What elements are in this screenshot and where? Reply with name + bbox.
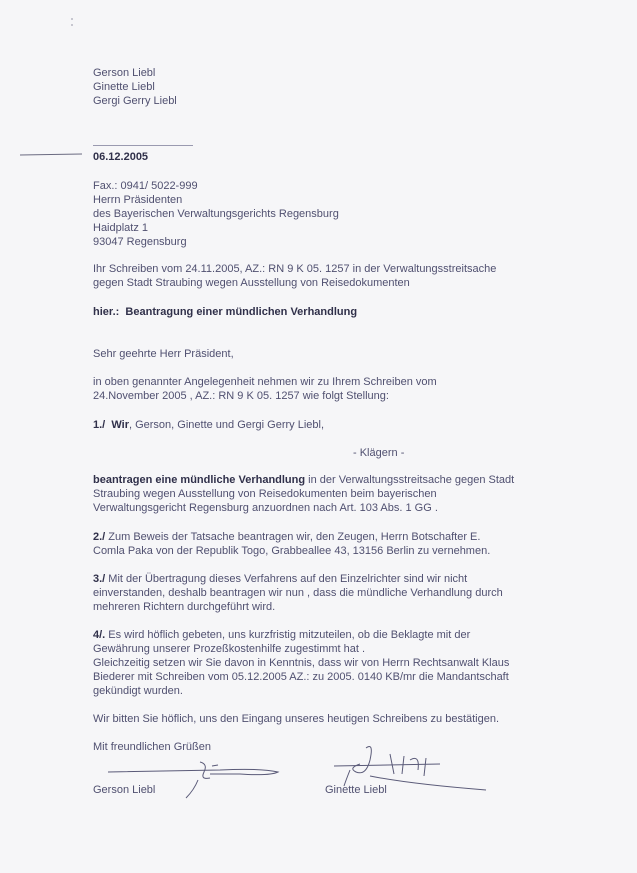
greeting: Mit freundlichen Grüßen [93,741,211,753]
sender-name: Gerson Liebl [93,67,156,79]
point-4-text: Es wird höflich gebeten, uns kurzfristig mitzuteilen, ob die Beklagte mit der [105,629,471,641]
signature-name: Ginette Liebl [325,784,387,796]
point-3-text: einverstanden, deshalb beantragen wir nun , dass die mündliche Verhandlung durch [93,587,503,599]
request-bold: beantragen eine mündliche Verhandlung [93,474,306,486]
request-line [93,473,514,487]
klaegern-label: - Klägern - [353,447,405,459]
point-4-text: Gleichzeitig setzen wir Sie davon in Kenntnis, dass wir von Herrn Rechtsanwalt Klaus [93,657,510,669]
request-text: in der Verwaltungsstreitsache gegen Stadt [305,474,515,486]
recipient-line: 93047 Regensburg [93,236,187,248]
point-number: 2./ [93,531,106,543]
salutation: Sehr geehrte Herr Präsident, [93,348,234,360]
point-2-text: Zum Beweis der Tatsache beantragen wir, den Zeugen, Herrn Botschafter E. [105,531,481,543]
point-number: 4/. [93,629,106,641]
point-1-bold: Wir [111,419,129,431]
reference-line: Ihr Schreiben vom 24.11.2005, AZ.: RN 9 K 05. 1257 in der Verwaltungsstreitsache [93,263,497,275]
recipient-fax: Fax.: 0941/ 5022-999 [93,180,198,192]
sender-name: Gergi Gerry Liebl [93,95,177,107]
scan-speck [71,24,73,26]
point-4 [93,628,470,642]
point-2 [93,530,480,544]
scan-speck [71,18,73,20]
header-rule [93,145,193,146]
closing-request: Wir bitten Sie höflich, uns den Eingang unseres heutigen Schreibens zu bestätigen. [93,713,500,725]
letter-date: 06.12.2005 [93,151,149,163]
point-3-text: Mit der Übertragung dieses Verfahrens auf den Einzelrichter sind wir nicht [105,573,468,585]
point-4-text: gekündigt wurden. [93,685,183,697]
recipient-line: Herrn Präsidenten [93,194,183,206]
intro-line: in oben genannter Angelegenheit nehmen wir zu Ihrem Schreiben vom [93,376,437,388]
point-2-text: Comla Paka von der Republik Togo, Grabbeallee 43, 13156 Berlin zu vernehmen. [93,545,491,557]
point-3-text: mehreren Richtern durchgeführt wird. [93,601,276,613]
sender-name: Ginette Liebl [93,81,155,93]
request-line: Verwaltungsgericht Regensburg anzuordnen nach Art. 103 Abs. 1 GG . [93,502,438,514]
subject-line [93,305,357,319]
request-line: Straubing wegen Ausstellung von Reisedokumenten beim bayerischen [93,488,437,500]
point-1-text: , Gerson, Ginette und Gergi Gerry Liebl, [128,419,325,431]
intro-line: 24.November 2005 , AZ.: RN 9 K 05. 1257 wie folgt Stellung: [93,390,389,402]
subject-text: Beantragung einer mündlichen Verhandlung [125,306,358,318]
fold-line [20,153,82,155]
reference-line: gegen Stadt Straubing wegen Ausstellung von Reisedokumenten [93,277,410,289]
signature-name: Gerson Liebl [93,784,156,796]
point-3 [93,572,467,586]
point-number: 1./ [93,419,106,431]
point-number: 3./ [93,573,106,585]
recipient-line: Haidplatz 1 [93,222,149,234]
subject-prefix: hier.: [93,306,120,318]
recipient-line: des Bayerischen Verwaltungsgerichts Regensburg [93,208,339,220]
point-4-text: Gewährung unserer Prozeßkostenhilfe zugestimmt hat . [93,643,366,655]
point-1 [93,418,324,432]
point-4-text: Biederer mit Schreiben vom 05.12.2005 AZ.: zu 2005. 0140 KB/mr die Mandantschaft [93,671,509,683]
